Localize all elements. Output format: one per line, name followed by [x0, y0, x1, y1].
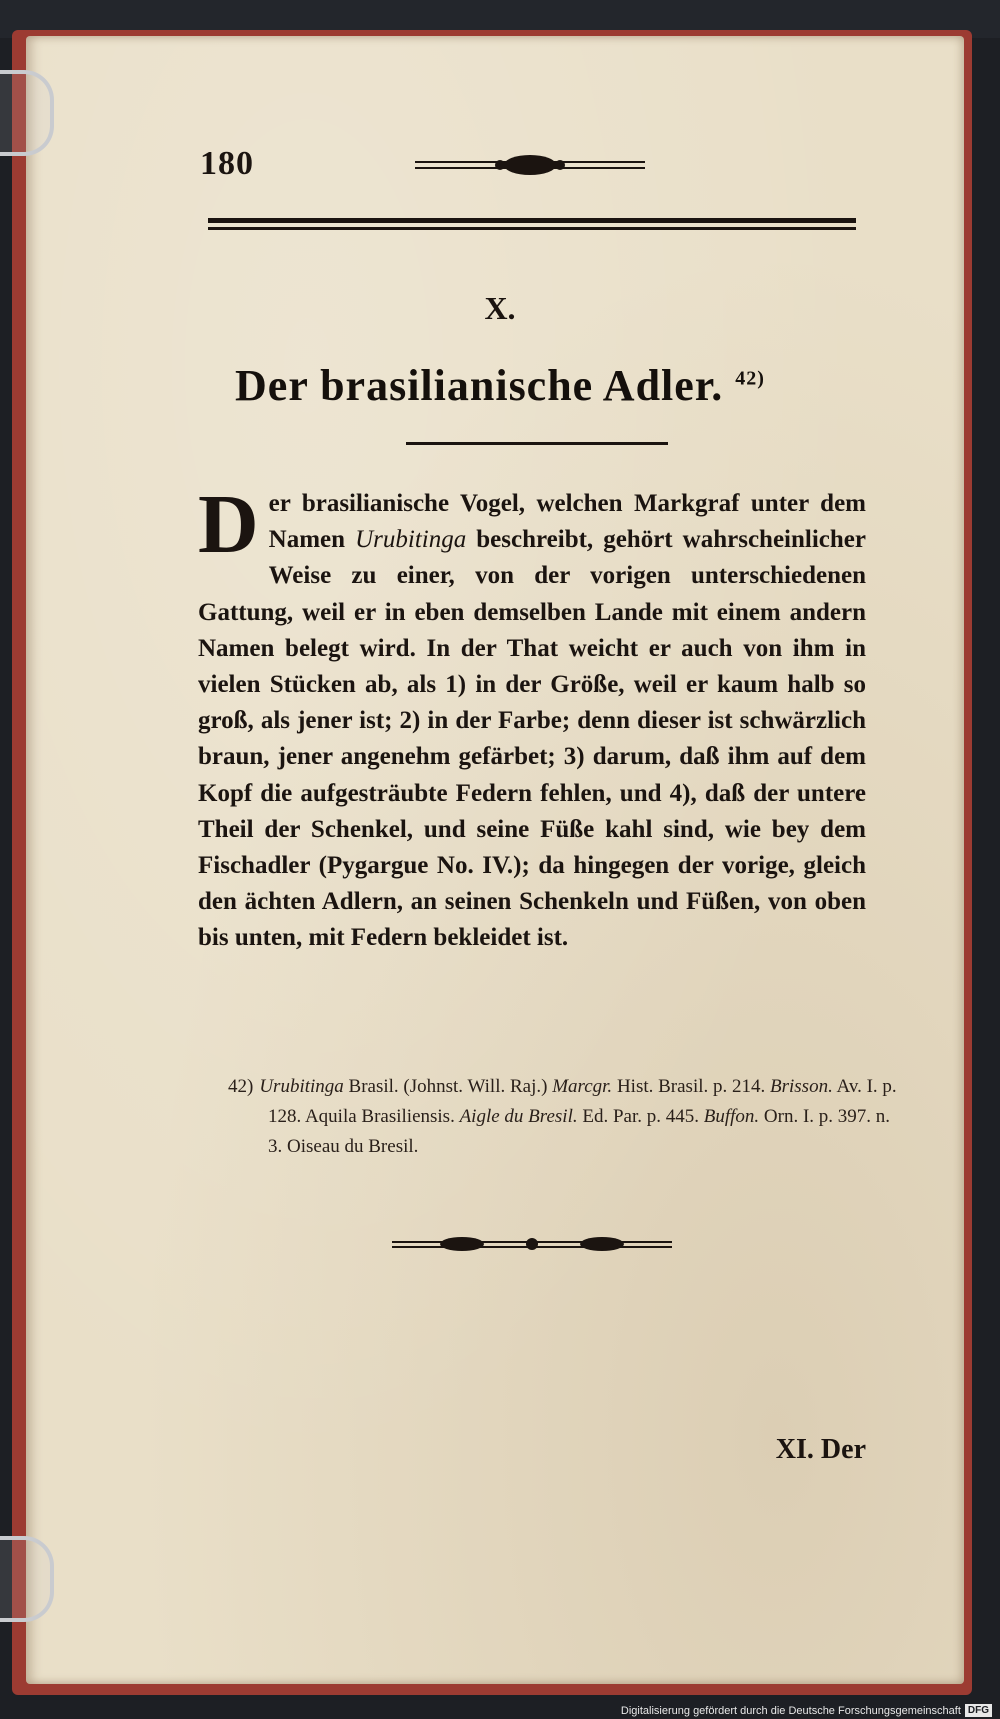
header-double-rule: [208, 218, 856, 232]
body-text-latin: Urubitinga: [355, 526, 467, 554]
dfg-logo: DFG: [965, 1704, 992, 1717]
tailpiece-ornament: [392, 1232, 672, 1256]
chapter-number: X.: [484, 290, 516, 326]
chapter-title-text: Der brasilianische Adler.: [235, 361, 724, 410]
footnote-part: Urubitinga: [259, 1076, 344, 1097]
page-clip-bottom: [0, 1536, 54, 1622]
footnote-part: Aigle du Bresil.: [459, 1106, 578, 1127]
header-ornament: [415, 150, 645, 180]
body-text-part: beschreibt, gehört wahrscheinlicher Weise zu einer, von der vorigen unterschiedenen Gattung, weil er in eben demselben Lande mit einem andern Namen belegt wird. In der That weicht er auch von ihm in vielen Stücken ab, als 1) in der Größe, weil er kaum halb so groß, als jener ist; 2) in der Farbe; denn dieser ist schwärzlich braun, jener angenehm gefärbet; 3) darum, daß ihm auf dem Kopf die aufgesträubte Federn fehlen, und 4), daß der untere Theil der Schenkel, und seine Füße kahl sind, wie bey dem Fischadler (Pygargue No. IV.); da hingegen der vorige, gleich den ächten Adlern, an seinen Schenkeln und Füßen, von oben bis unten, mit Federn bekleidet ist.: [198, 526, 866, 952]
chapter-note-ref: 42): [735, 367, 765, 390]
page-clip-top: [0, 70, 54, 156]
footnote-part: Brasil. (Johnst. Will. Raj.): [343, 1076, 553, 1097]
body-paragraph: [198, 478, 866, 957]
footnote-part: Orn. I. p. 397. n. 3. Oiseau du Bresil.: [268, 1106, 891, 1157]
footnote-part: Ed. Par. p. 445.: [577, 1106, 704, 1127]
chapter-title: [0, 360, 1000, 411]
digitization-credit: [621, 1704, 992, 1717]
drop-cap: D: [198, 478, 259, 571]
footnote-part: Av. I. p. 128. Aquila Brasiliensis.: [268, 1076, 897, 1127]
footnote-part: Buffon.: [703, 1106, 760, 1127]
body-text-part: er brasilianische Vogel, welchen Markgraf unter dem Namen: [268, 490, 866, 554]
footnote-part: Brisson.: [770, 1076, 833, 1097]
footnote: [228, 1072, 908, 1162]
footnote-part: Marcgr.: [552, 1076, 613, 1097]
credit-text: Digitalisierung gefördert durch die Deutsche Forschungsgemeinschaft: [620, 1704, 961, 1717]
catchword: XI. Der: [775, 1434, 866, 1465]
title-rule: [406, 442, 668, 445]
footnote-part: Hist. Brasil. p. 214.: [612, 1076, 770, 1097]
footnote-mark: 42): [228, 1076, 254, 1097]
page-number: 180: [200, 145, 254, 182]
